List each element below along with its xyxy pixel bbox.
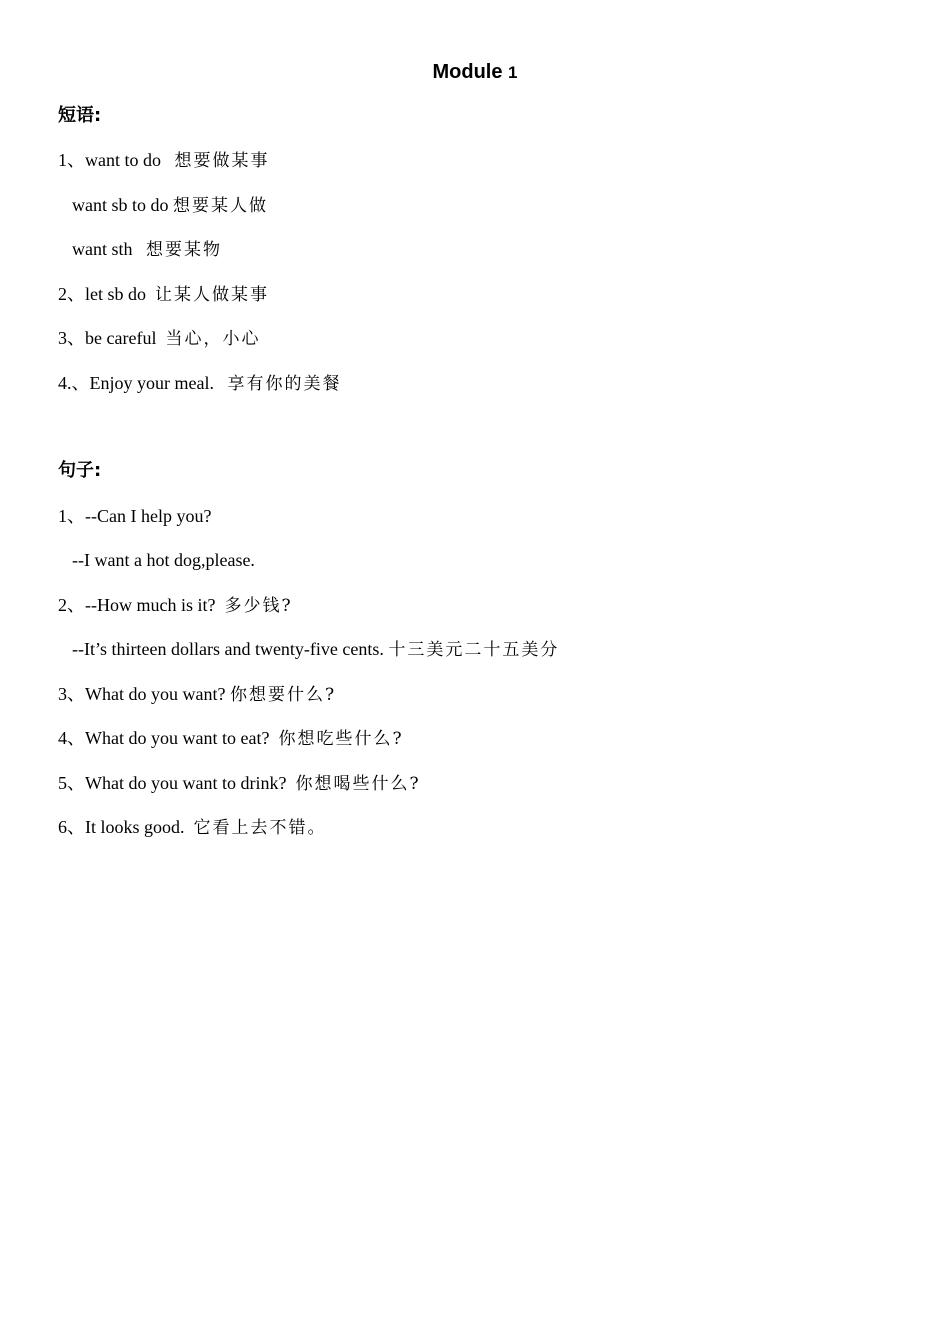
sentence-line [58, 592, 293, 619]
sentence-en: --I want a hot dog,please. [72, 550, 255, 570]
title-number: 1 [508, 63, 518, 82]
phrase-en: want sth [72, 239, 133, 259]
sentence-line [58, 725, 404, 752]
sentence-line [72, 636, 559, 663]
sentence-zh: 你想吃些什么? [278, 729, 404, 749]
sentence-line [58, 814, 327, 841]
phrase-en: want sb to do [72, 195, 169, 215]
sentence-en: 6、It looks good. [58, 817, 185, 837]
phrase-line [58, 325, 260, 352]
phrase-line [58, 281, 269, 308]
sentence-zh: 多少钱? [224, 596, 293, 616]
phrase-zh: 当心，小心 [165, 329, 261, 349]
phrases-heading: 短语: [58, 105, 102, 126]
sentence-line [58, 503, 211, 529]
phrase-en: 3、be careful [58, 328, 157, 348]
phrase-en: 4.、Enjoy your meal. [58, 373, 214, 393]
phrase-en: 1、want to do [58, 150, 161, 170]
phrase-zh: 想要做某事 [174, 151, 270, 171]
sentence-zh: 你想要什么? [229, 685, 337, 705]
page-title [0, 58, 950, 87]
phrase-line [72, 236, 222, 263]
sentence-zh: 你想喝些什么? [295, 774, 421, 794]
sentence-en: --It’s thirteen dollars and twenty-five cents. [72, 639, 384, 659]
sentence-line [72, 547, 255, 573]
sentence-line [58, 681, 336, 708]
phrase-line [58, 147, 270, 174]
sentence-en: 4、What do you want to eat? [58, 728, 270, 748]
phrase-line [72, 192, 268, 219]
phrase-line [58, 370, 341, 397]
sentence-en: 3、What do you want? [58, 684, 226, 704]
sentence-zh: 十三美元二十五美分 [388, 640, 560, 660]
phrase-zh: 让某人做某事 [155, 285, 269, 305]
sentence-zh: 它看上去不错。 [193, 818, 327, 838]
sentence-en: 5、What do you want to drink? [58, 773, 287, 793]
sentence-line [58, 770, 421, 797]
phrase-zh: 享有你的美餐 [227, 374, 342, 394]
phrase-zh: 想要某物 [146, 240, 222, 260]
title-word: Module [432, 61, 503, 83]
phrase-zh: 想要某人做 [173, 196, 268, 216]
sentences-heading: 句子: [58, 460, 102, 481]
sentence-en: 2、--How much is it? [58, 595, 216, 615]
sentence-en: 1、--Can I help you? [58, 506, 212, 526]
phrase-en: 2、let sb do [58, 284, 146, 304]
